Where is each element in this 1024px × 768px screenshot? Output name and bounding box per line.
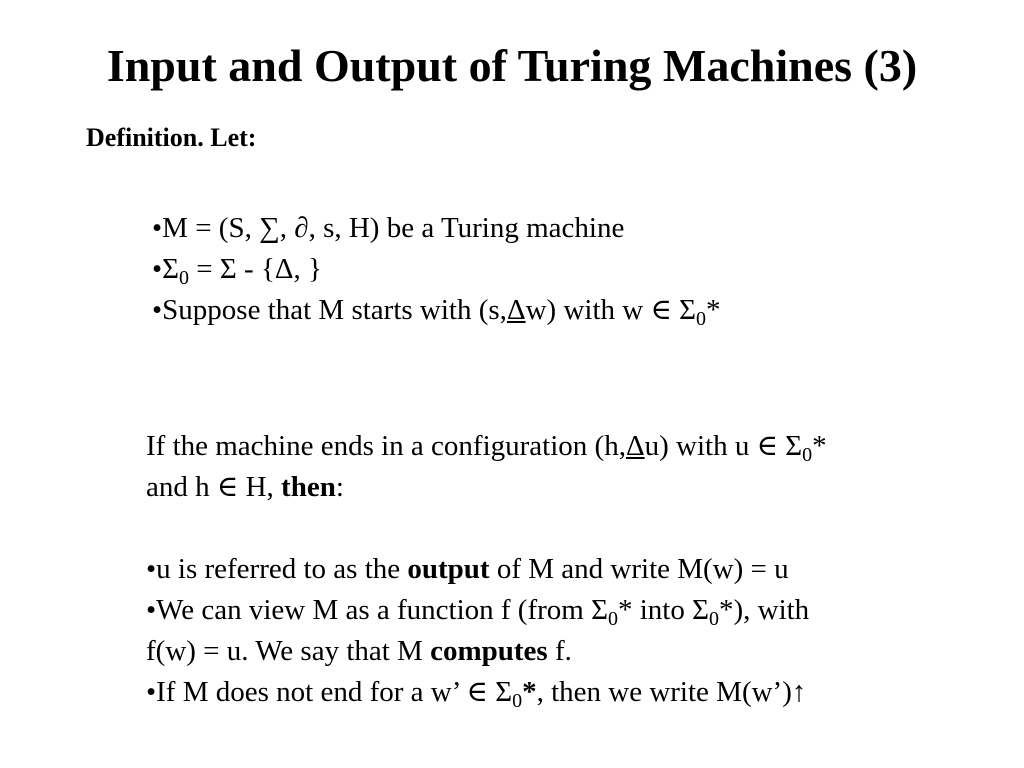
- config-delta: Δ: [625, 430, 645, 462]
- then-bold: then: [281, 471, 336, 503]
- bullet-sigma0-sub: 0: [179, 267, 190, 289]
- undefined-a: •If M does not end for a w’ ∈ Σ: [146, 676, 513, 708]
- undefined-bullet: [146, 672, 827, 713]
- bullet-sigma0-post: = Σ - {Δ, }: [189, 253, 322, 285]
- computes-pre: f(w) = u. We say that M: [146, 635, 431, 667]
- function-sub1: 0: [607, 608, 618, 630]
- bullet-sigma0: [152, 249, 721, 290]
- output-bold: output: [407, 553, 490, 585]
- definition-heading: [86, 120, 256, 156]
- config-sub: 0: [802, 444, 813, 466]
- then-line: [146, 467, 827, 508]
- undefined-b: , then we write M(w’): [536, 676, 792, 708]
- function-a: •We can view M as a function f (from Σ: [146, 594, 608, 626]
- function-sub2: 0: [708, 608, 719, 630]
- computes-line: [146, 631, 827, 672]
- config-line: [146, 426, 827, 467]
- bullet-start-mid: w) with w ∈ Σ: [525, 294, 697, 326]
- definition-label: Definition: [86, 123, 198, 152]
- output-pre: •u is referred to as the: [146, 553, 408, 585]
- config-mid: u) with u ∈ Σ: [644, 430, 803, 462]
- function-b: * into Σ: [617, 594, 709, 626]
- bullet-machine-text: •M = (S, ∑, ∂, s, H) be a Turing machine: [152, 212, 625, 244]
- definition-bullets: [152, 208, 721, 331]
- spacer: [146, 508, 827, 549]
- function-c: *), with: [718, 594, 810, 626]
- slide-title: Input and Output of Turing Machines (3): [106, 40, 918, 91]
- config-pre: If the machine ends in a configuration (h,: [146, 430, 626, 462]
- bullet-machine: [152, 208, 721, 249]
- function-bullet: [146, 590, 827, 631]
- bullet-start-delta: Δ: [506, 294, 526, 326]
- then-pre: and h ∈ H,: [146, 471, 282, 503]
- computes-post: f.: [547, 635, 572, 667]
- output-bullet: [146, 549, 827, 590]
- computes-bold: computes: [430, 635, 548, 667]
- up-arrow-icon: ↑: [791, 676, 807, 708]
- undefined-star: *: [522, 676, 537, 708]
- bullet-start-pre: •Suppose that M starts with (s,: [152, 294, 507, 326]
- then-post: :: [335, 471, 344, 503]
- definition-rest: . Let:: [197, 123, 257, 152]
- bullet-start: [152, 290, 721, 331]
- bullet-start-post: *: [706, 294, 721, 326]
- output-post: of M and write M(w) = u: [489, 553, 789, 585]
- bullet-start-sub: 0: [696, 308, 707, 330]
- config-post: *: [812, 430, 827, 462]
- bullet-sigma0-pre: •Σ: [152, 253, 180, 285]
- undefined-sub: 0: [512, 690, 523, 712]
- output-paragraph: [146, 426, 827, 713]
